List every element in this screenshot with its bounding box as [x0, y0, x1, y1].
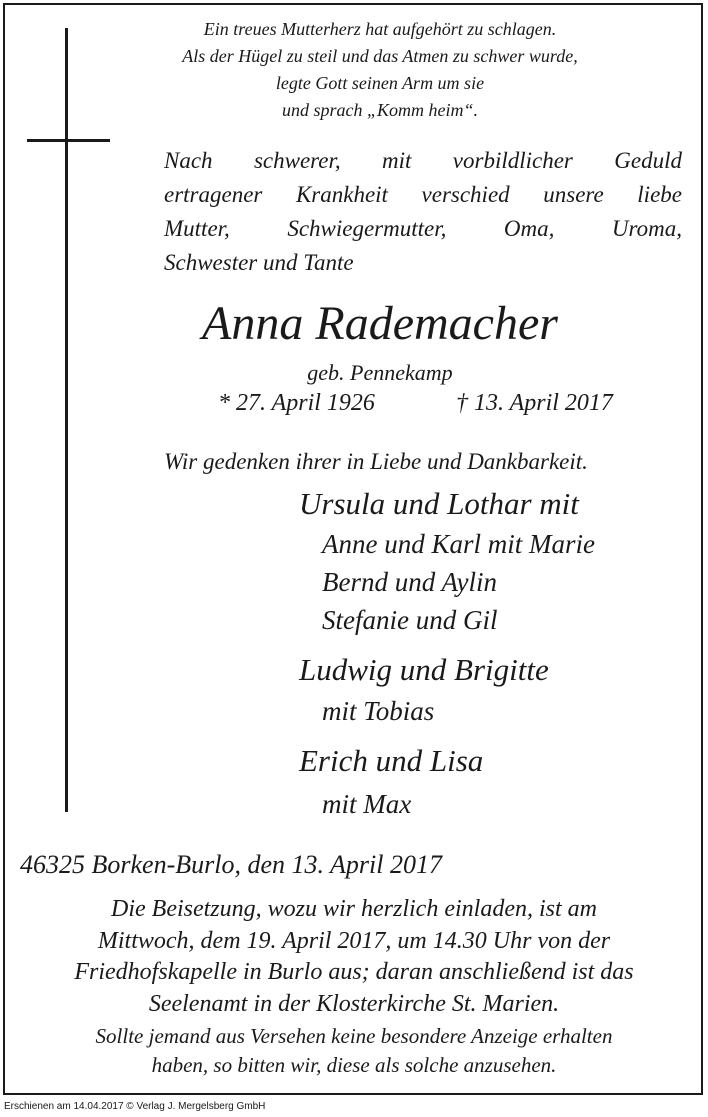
intro-line: Mutter, Schwiegermutter, Oma, Uroma, [164, 216, 682, 241]
cross-vertical-bar [65, 28, 68, 812]
verse-line: Als der Hügel zu steil und das Atmen zu schwer wurde, [182, 46, 578, 66]
intro-line: ertragener Krankheit verschied unsere liebe [164, 182, 682, 207]
place-and-date: 46325 Borken-Burlo, den 13. April 2017 [20, 850, 442, 879]
remembrance-line: Wir gedenken ihrer in Liebe und Dankbarkeit. [164, 449, 588, 474]
verse-line: Ein treues Mutterherz hat aufgehört zu schlagen. [203, 19, 557, 39]
birth-name: geb. Pennekamp [307, 360, 453, 385]
family-head: Ludwig und Brigitte [299, 652, 549, 687]
intro-line: Schwester und Tante [164, 250, 354, 275]
intro-line: Nach schwerer, mit vorbildlicher Geduld [164, 148, 682, 173]
family-member: Stefanie und Gil [322, 605, 498, 635]
verse [150, 16, 610, 124]
family-head: Erich und Lisa [299, 743, 484, 778]
funeral-line: Seelenamt in der Klosterkirche St. Marien. [148, 990, 560, 1017]
notice-line: Sollte jemand aus Versehen keine besondere Anzeige erhalten [95, 1024, 613, 1048]
cross-horizontal-bar [27, 139, 110, 142]
funeral-line: Friedhofskapelle in Burlo aus; daran anschließend ist das [74, 959, 634, 985]
family-member: mit Max [322, 789, 412, 819]
family-member: Anne und Karl mit Marie [322, 529, 595, 559]
funeral-line: Mittwoch, dem 19. April 2017, um 14.30 Uhr von der [97, 927, 611, 954]
funeral-line: Die Beisetzung, wozu wir herzlich einladen, ist am [111, 896, 597, 922]
birth-date: * 27. April 1926 [218, 390, 375, 416]
verse-line: legte Gott seinen Arm um sie [275, 73, 485, 93]
intro-text [164, 144, 682, 280]
family-member: Bernd und Aylin [322, 567, 497, 597]
deceased-name: Anna Rademacher [202, 297, 558, 350]
death-date: † 13. April 2017 [456, 390, 613, 416]
verse-line: und sprach „Komm heim“. [281, 100, 478, 120]
family-member: mit Tobias [322, 696, 435, 726]
notice-text [20, 1022, 688, 1080]
publication-footer: Erschienen am 14.04.2017 © Verlag J. Mergelsberg GmbH [4, 1101, 266, 1112]
funeral-info [20, 894, 688, 1020]
notice-line: haben, so bitten wir, diese als solche anzusehen. [151, 1053, 557, 1077]
family-head: Ursula und Lothar mit [299, 486, 579, 521]
